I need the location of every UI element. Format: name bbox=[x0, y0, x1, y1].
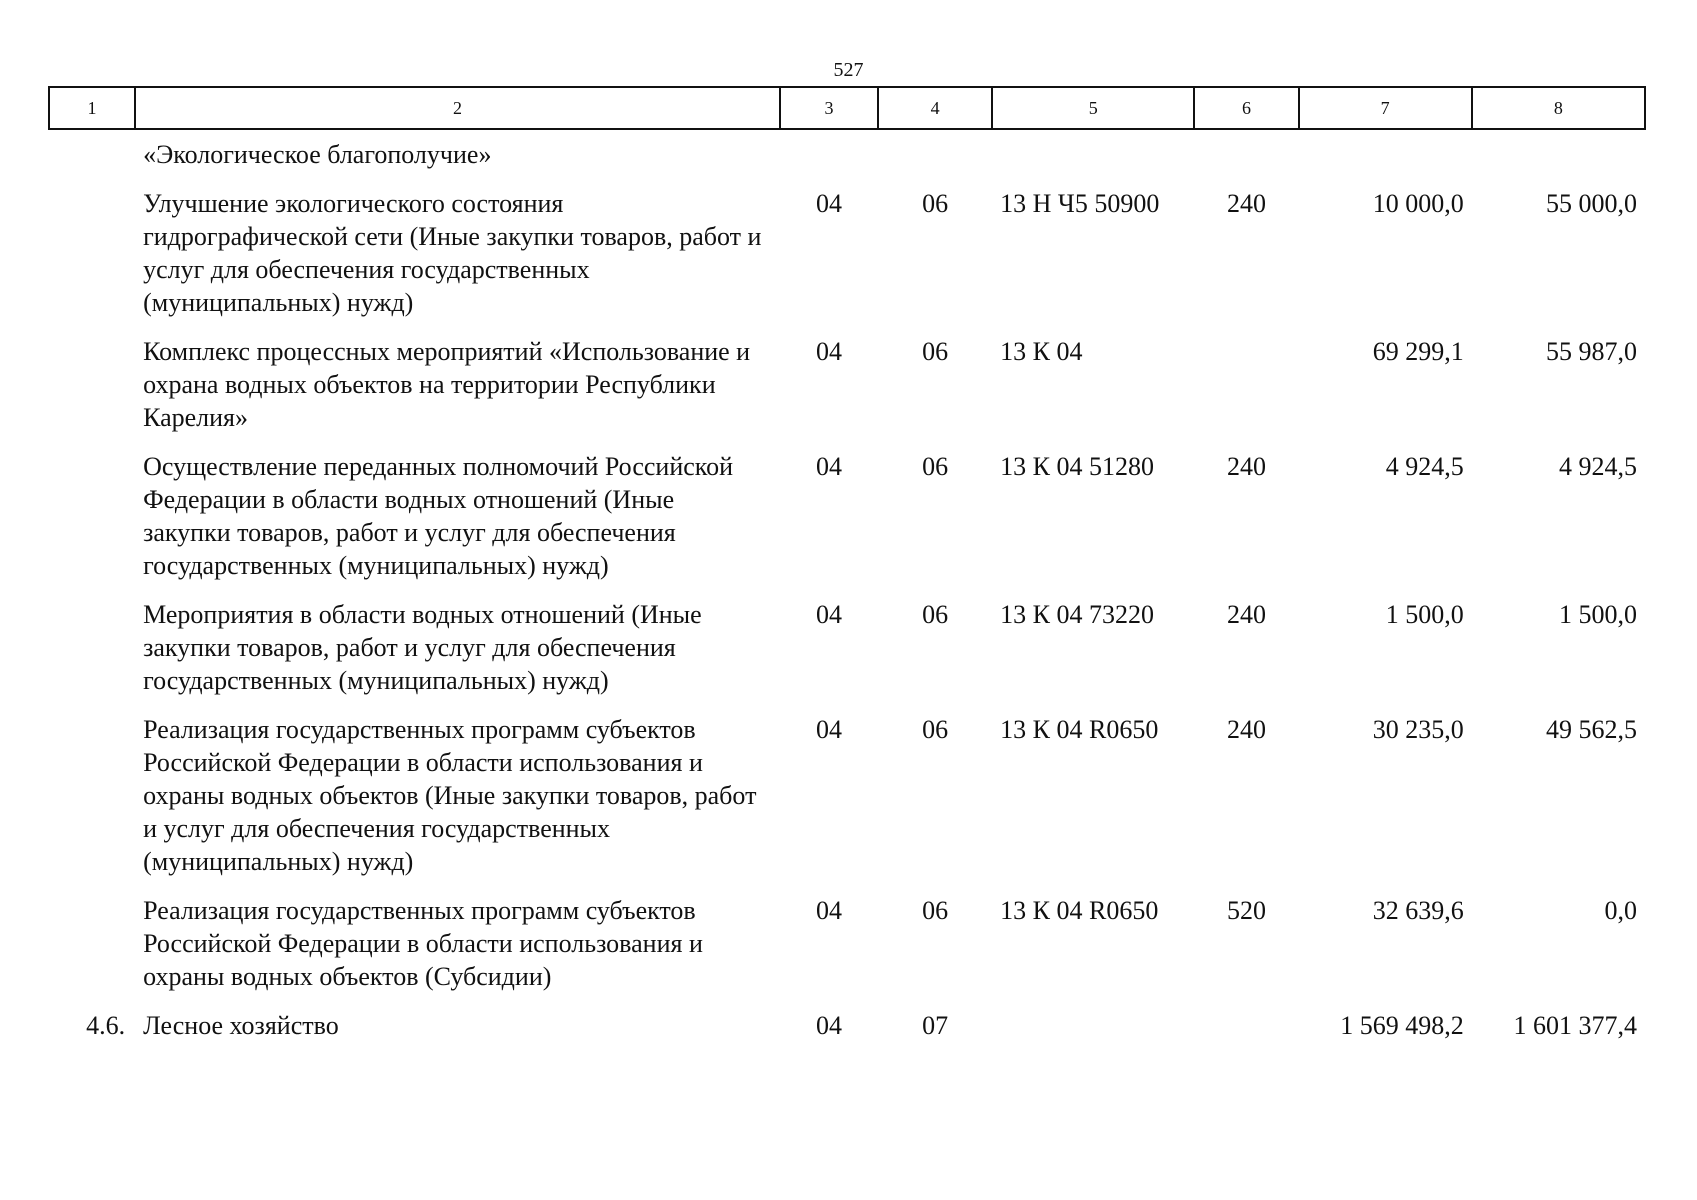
amount-col-8: 4 924,5 bbox=[1559, 452, 1637, 481]
amount-col-8: 0,0 bbox=[1604, 896, 1637, 925]
page-number: 527 bbox=[833, 59, 864, 81]
item-name: «Экологическое благополучие» bbox=[143, 140, 492, 169]
subsection-code: 06 bbox=[922, 896, 949, 925]
column-number-7: 7 bbox=[1299, 87, 1472, 129]
section-code: 04 bbox=[815, 337, 842, 366]
subsection-code: 07 bbox=[922, 1011, 949, 1040]
amount-col-8: 1 601 377,4 bbox=[1513, 1011, 1637, 1040]
row-number bbox=[49, 878, 135, 993]
expense-type-code bbox=[1194, 993, 1298, 1042]
subsection-code: 06 bbox=[922, 715, 949, 744]
column-number-4: 4 bbox=[878, 87, 992, 129]
column-number-row bbox=[49, 87, 1645, 129]
expense-type-code: 520 bbox=[1226, 896, 1266, 925]
subsection-code: 06 bbox=[922, 189, 949, 218]
item-name: Реализация государственных программ субъектов Российской Федерации в области использования и охраны водных объектов (Субсидии) bbox=[143, 896, 703, 991]
item-name: Комплекс процессных мероприятий «Использование и охрана водных объектов на территории Республики Карелия» bbox=[143, 337, 751, 432]
column-number-1: 1 bbox=[49, 87, 135, 129]
expense-type-code bbox=[1194, 319, 1298, 434]
target-article-code: 13 К 04 73220 bbox=[1000, 600, 1154, 629]
amount-col-7: 69 299,1 bbox=[1372, 337, 1464, 366]
subsection-code: 06 bbox=[922, 452, 949, 481]
section-code: 04 bbox=[815, 896, 842, 925]
target-article-code bbox=[992, 129, 1194, 171]
section-code: 04 bbox=[815, 1011, 842, 1040]
target-article-code: 13 К 04 R0650 bbox=[1000, 896, 1159, 925]
subsection-code bbox=[878, 129, 992, 171]
row-number bbox=[49, 697, 135, 878]
column-number-8: 8 bbox=[1472, 87, 1645, 129]
table-row bbox=[49, 129, 1645, 171]
amount-col-7: 30 235,0 bbox=[1372, 715, 1464, 744]
row-number bbox=[49, 434, 135, 582]
row-number bbox=[49, 171, 135, 319]
row-number bbox=[49, 129, 135, 171]
section-code: 04 bbox=[815, 189, 842, 218]
column-number-2: 2 bbox=[135, 87, 780, 129]
section-code bbox=[780, 129, 878, 171]
table-row bbox=[49, 697, 1645, 878]
item-name: Мероприятия в области водных отношений (Иные закупки товаров, работ и услуг для обеспечения государственных (муниципальных) нужд) bbox=[143, 600, 702, 695]
target-article-code: 13 К 04 R0650 bbox=[1000, 715, 1159, 744]
subsection-code: 06 bbox=[922, 337, 949, 366]
table-row bbox=[49, 434, 1645, 582]
item-name: Осуществление переданных полномочий Российской Федерации в области водных отношений (Иные закупки товаров, работ и услуг для обеспечения государственных (муниципальных) нужд) bbox=[143, 452, 733, 580]
expense-type-code: 240 bbox=[1226, 600, 1266, 629]
amount-col-7: 32 639,6 bbox=[1372, 896, 1464, 925]
amount-col-7: 1 500,0 bbox=[1385, 600, 1464, 629]
target-article-code: 13 Н Ч5 50900 bbox=[1000, 189, 1160, 218]
section-code: 04 bbox=[815, 600, 842, 629]
table-row bbox=[49, 993, 1645, 1042]
expense-type-code: 240 bbox=[1226, 189, 1266, 218]
amount-col-8: 49 562,5 bbox=[1546, 715, 1637, 744]
table-row bbox=[49, 319, 1645, 434]
budget-table bbox=[48, 86, 1646, 1042]
item-name: Реализация государственных программ субъектов Российской Федерации в области использования и охраны водных объектов (Иные закупки товаров, работ и услуг для обеспечения государственных (муниципальных) нужд) bbox=[143, 715, 757, 876]
item-name: Лесное хозяйство bbox=[143, 1011, 339, 1040]
target-article-code: 13 К 04 51280 bbox=[1000, 452, 1154, 481]
amount-col-8: 55 987,0 bbox=[1546, 337, 1637, 366]
amount-col-8 bbox=[1472, 129, 1645, 171]
subsection-code: 06 bbox=[922, 600, 949, 629]
expense-type-code: 240 bbox=[1226, 452, 1266, 481]
row-number: 4.6. bbox=[86, 1011, 126, 1040]
item-name: Улучшение экологического состояния гидрографической сети (Иные закупки товаров, работ и услуг для обеспечения государственных (муниципальных) нужд) bbox=[143, 189, 762, 317]
column-number-3: 3 bbox=[780, 87, 878, 129]
section-code: 04 bbox=[815, 452, 842, 481]
row-number bbox=[49, 319, 135, 434]
amount-col-7: 1 569 498,2 bbox=[1340, 1011, 1464, 1040]
column-number-5: 5 bbox=[992, 87, 1194, 129]
expense-type-code bbox=[1194, 129, 1298, 171]
table-row bbox=[49, 171, 1645, 319]
row-number bbox=[49, 582, 135, 697]
expense-type-code: 240 bbox=[1226, 715, 1266, 744]
table-row bbox=[49, 878, 1645, 993]
amount-col-8: 1 500,0 bbox=[1559, 600, 1637, 629]
amount-col-7: 4 924,5 bbox=[1385, 452, 1464, 481]
table-row bbox=[49, 582, 1645, 697]
amount-col-8: 55 000,0 bbox=[1546, 189, 1637, 218]
section-code: 04 bbox=[815, 715, 842, 744]
amount-col-7 bbox=[1299, 129, 1472, 171]
amount-col-7: 10 000,0 bbox=[1372, 189, 1464, 218]
target-article-code: 13 К 04 bbox=[1000, 337, 1083, 366]
target-article-code bbox=[992, 993, 1194, 1042]
column-number-6: 6 bbox=[1194, 87, 1298, 129]
